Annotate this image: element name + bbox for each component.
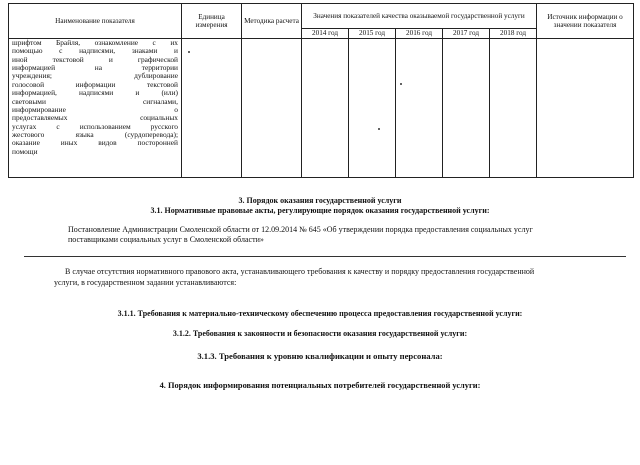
requirement-3-1-3: 3.1.3. Требования к уровню квалификации и опыту персонала: [197,351,443,361]
header-year-2015: 2015 год [349,29,396,39]
description-line: информирование о [12,104,178,114]
header-indicator-name: Наименование показателя [9,4,182,39]
legal-act-line-1: Постановление Администрации Смоленской области от 12.09.2014 № 645 «Об утверждении порядка предоставления социальных услуг [68,225,533,234]
value-2015-cell [349,39,396,178]
indicator-description [9,39,182,178]
header-values-group: Значения показателей качества оказываемой государственной услуги [302,4,537,29]
section-3-title: 3. Порядок оказания государственной услуги [238,196,402,205]
description-line: информацией на территории [12,63,178,73]
method-cell [242,39,302,178]
note-line-1: В случае отсутствия нормативного правового акта, устанавливающего требования к качеству и порядку предоставления государственной [65,267,535,276]
description-line: шрифтом Брайля, ознакомление с их [12,38,178,47]
scan-speck [188,51,190,53]
header-year-2018: 2018 год [490,29,537,39]
legal-act-line-2: поставщиками социальных услуг в Смоленской области» [68,235,264,244]
description-line: световыми сигналами, [12,96,178,106]
section-3-1-title: 3.1. Нормативные правовые акты, регулирующие порядок оказания государственной услуги: [150,206,490,215]
section-4-title: 4. Порядок информирования потенциальных потребителей государственной услуги: [159,381,481,390]
scan-speck [400,83,402,85]
header-year-2014: 2014 год [302,29,349,39]
requirement-3-1-1: 3.1.1. Требования к материально-техническому обеспечению процесса предоставления государственной услуги: [117,309,523,318]
description-line: иной текстовой и графической [12,54,178,64]
description-line: предоставляемых социальных [12,113,178,123]
description-line: услугах с использованием русского [12,121,178,131]
description-line: жестового языка (сурдоперевода); [12,129,178,139]
description-line: информацией, надписями и (или) [12,88,178,98]
unit-cell [182,39,242,178]
header-year-2016: 2016 год [396,29,443,39]
quality-indicators-table [8,3,634,178]
description-line: помощи [12,146,38,156]
source-cell [537,39,634,178]
header-year-2017: 2017 год [443,29,490,39]
description-line: учреждения; дублирование [12,71,178,81]
value-2014-cell [302,39,349,178]
value-2017-cell [443,39,490,178]
separator-line [24,256,626,257]
header-unit: Единица измерения [182,4,242,39]
header-source: Источник информации о значении показателя [537,4,634,39]
value-2018-cell [490,39,537,178]
description-line: помощью с надписями, знаками и [12,46,178,56]
scan-speck [378,128,380,130]
requirement-3-1-2: 3.1.2. Требования к законности и безопасности оказания государственной услуги: [172,329,468,338]
header-method: Методика расчета [242,4,302,39]
value-2016-cell [396,39,443,178]
description-line: оказание иных видов посторонней [12,138,178,148]
note-line-2: услуги, в государственном задании устанавливаются: [54,278,237,287]
description-line: голосовой информации текстовой [12,79,178,89]
